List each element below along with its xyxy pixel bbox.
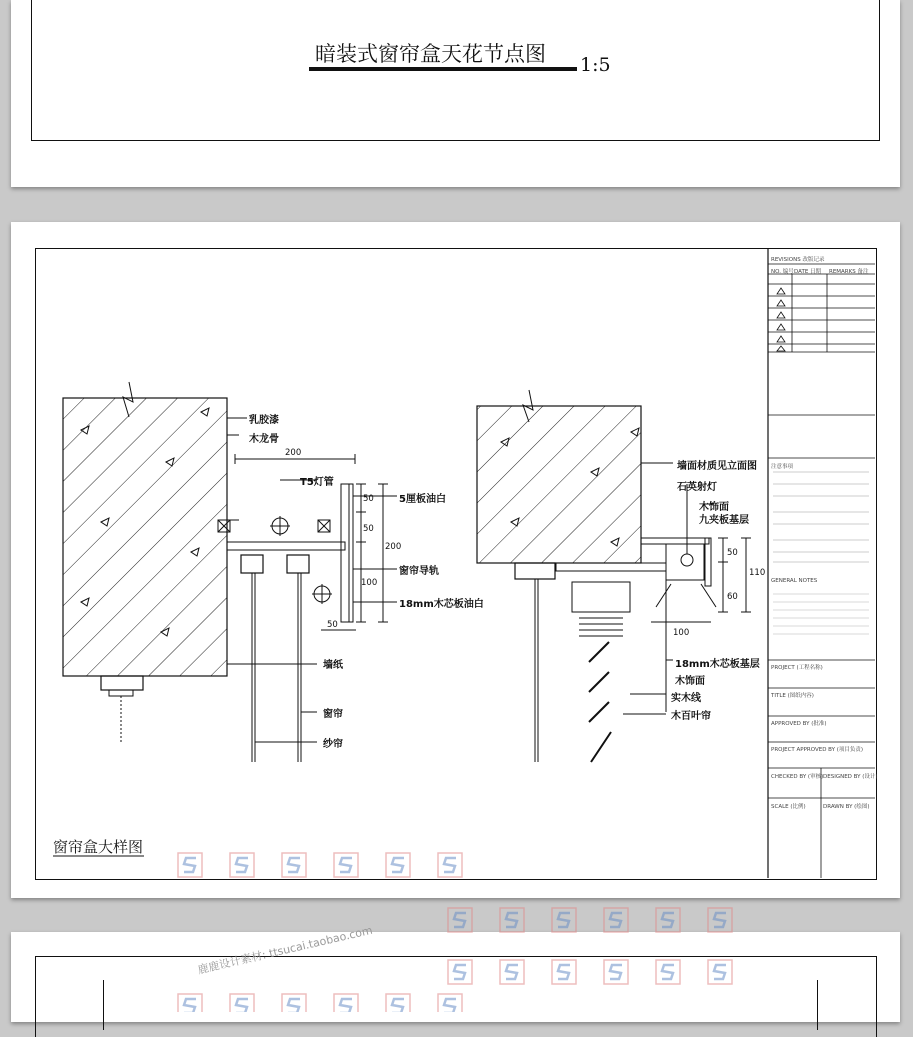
bottom-drawing-sheet [11, 932, 900, 1022]
bottom-sheet-line-right [817, 980, 818, 1030]
left-wall-section [63, 398, 227, 676]
dim-50-b: 50 [363, 524, 374, 534]
s-logo-icon [604, 908, 628, 932]
label-t5-lamp: T5灯管 [300, 477, 334, 488]
tb-scale: SCALE (比例) [771, 804, 806, 810]
bottom-sheet-frame [35, 956, 877, 1037]
tb-approved: APPROVED BY (批准) [771, 721, 827, 727]
dim-50-right: 50 [727, 548, 738, 558]
dim-200-top: 200 [285, 448, 302, 458]
tb-designed: DESIGNED BY (设计) [823, 774, 878, 780]
tb-general-notes: GENERAL NOTES [771, 578, 818, 584]
dim-110: 110 [749, 568, 766, 578]
title-underline [309, 67, 577, 71]
s-logo-icon [500, 908, 524, 932]
dim-50-bottom: 50 [327, 620, 338, 630]
label-wood-blinds: 木百叶帘 [671, 711, 711, 722]
top-sheet-title: 暗装式窗帘盒天花节点图 [315, 42, 546, 66]
dim-100-right: 100 [673, 628, 690, 638]
label-wood-veneer: 木饰面 [699, 502, 729, 513]
label-wood-keel: 木龙骨 [249, 434, 279, 445]
s-logo-icon [708, 908, 732, 932]
left-detail [63, 382, 397, 762]
tb-checked: CHECKED BY (审核) [771, 774, 824, 780]
label-18mm-board: 18mm木芯板油白 [399, 599, 484, 610]
watermark-text: 鹿鹿设计素材: ttsucai.taobao.com [196, 923, 374, 977]
detail-drawing [11, 222, 900, 898]
main-drawing-sheet [11, 222, 900, 898]
label-plywood-base: 九夹板基层 [699, 515, 749, 526]
top-drawing-sheet [11, 0, 900, 187]
tb-col-no: NO. 编号 [771, 269, 794, 275]
tb-project: PROJECT (工程名称) [771, 665, 823, 671]
tb-col-date: DATE 日期 [794, 269, 822, 275]
dim-200-side: 200 [385, 542, 402, 552]
dim-100: 100 [361, 578, 378, 588]
label-sheer-curtain: 纱帘 [323, 739, 343, 750]
tb-title: TITLE (图纸内容) [771, 693, 814, 699]
tb-col-remarks: REMARKS 备注 [829, 269, 869, 275]
label-wallpaper: 墙纸 [323, 660, 343, 671]
top-sheet-scale: 1:5 [580, 54, 611, 76]
s-logo-icon [552, 908, 576, 932]
tb-drawn: DRAWN BY (绘图) [823, 804, 870, 810]
tb-notes-title: 注意事项 [771, 464, 794, 470]
dim-60: 60 [727, 592, 738, 602]
drawing-title: 窗帘盒大样图 [53, 838, 144, 856]
label-solid-wood-line: 实木线 [671, 693, 701, 704]
label-latex-paint: 乳胶漆 [249, 415, 279, 426]
s-logo-icon [656, 908, 680, 932]
label-curtain-rail: 窗帘导轨 [399, 566, 439, 577]
bottom-sheet-line-left [103, 980, 104, 1030]
label-wall-material: 墙面材质见立面图 [677, 461, 757, 472]
label-18mm-base: 18mm木芯板基层 [675, 659, 760, 670]
dim-50-a: 50 [363, 494, 374, 504]
label-5mm-board: 5厘板油白 [399, 494, 446, 505]
label-quartz-spotlight: 石英射灯 [677, 482, 717, 493]
tb-revisions: REVISIONS 改版记录 [771, 257, 825, 263]
s-logo-icon [448, 908, 472, 932]
label-curtain: 窗帘 [323, 709, 343, 720]
label-wood-veneer-2: 木饰面 [675, 676, 705, 687]
tb-project-approved: PROJECT APPROVED BY (项目负责) [771, 747, 864, 753]
title-block [768, 248, 875, 878]
